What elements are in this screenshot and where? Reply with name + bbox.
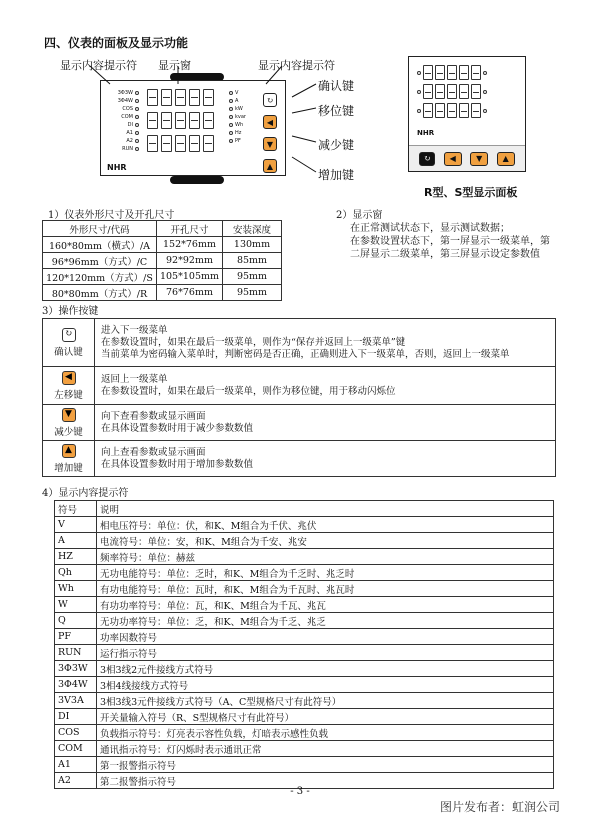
indicator-label-left: 显示内容提示符 (60, 59, 137, 72)
table-cell: 95mm (223, 269, 282, 285)
table-header: 安装深度 (223, 221, 282, 237)
page-number: - 3 - (290, 786, 310, 797)
rs-increase-button[interactable]: ▲ (497, 152, 515, 166)
indicator-text: kvar (235, 114, 246, 120)
section-title: 四、仪表的面板及显示功能 (44, 36, 189, 50)
table-row (55, 549, 554, 565)
confirm-icon: ↻ (62, 328, 76, 342)
description-cell: 无功电能符号：单位：乏时，和K、M组合为千乏时、兆乏时 (97, 565, 554, 581)
digit-segment (447, 65, 457, 80)
symbol-cell: 3V3A (55, 693, 97, 709)
digit-segment (423, 103, 433, 118)
key-name: 左移键 (54, 389, 83, 401)
description-cell: 有功电能符号：单位：瓦时，和K、M组合为千瓦时、兆瓦时 (97, 581, 554, 597)
digit-segment (435, 84, 445, 99)
decrease-button[interactable]: ▼ (263, 137, 277, 151)
table-row (55, 597, 554, 613)
down-arrow-icon: ▼ (62, 408, 76, 422)
indicator-text: RUN (122, 146, 133, 152)
description-cell: 无功功率符号：单位：乏，和K、M组合为千乏、兆乏 (97, 613, 554, 629)
description-cell: 3相3线3元件接线方式符号（A、C型规格尺寸有此符号） (97, 693, 554, 709)
shift-key-label: 移位键 (318, 104, 355, 118)
dims-table (42, 220, 282, 301)
indicator-text: PF (235, 138, 241, 144)
publisher-watermark: 图片发布者：虹润公司 (440, 800, 561, 814)
desc-line: 当前菜单为密码输入菜单时，判断密码是否正确，正确则进入下一级菜单，否则，返回上一级菜单 (101, 348, 510, 360)
key-cell (43, 405, 95, 441)
confirm-key-label: 确认键 (318, 79, 355, 93)
table-cell: 160*80mm（横式）/A (43, 237, 157, 253)
table-row (55, 757, 554, 773)
table-row (43, 237, 282, 253)
symbol-cell: W (55, 597, 97, 613)
symbol-cell: Q (55, 613, 97, 629)
indicator-text: Hz (235, 130, 242, 136)
symbol-cell: 3Φ4W (55, 677, 97, 693)
rs-panel-caption: R型、S型显示面板 (424, 186, 518, 199)
desc-line: 返回上一级菜单 (101, 373, 168, 385)
symbol-cell: PF (55, 629, 97, 645)
left-arrow-icon: ◀ (62, 371, 76, 385)
table-cell: 92*92mm (157, 253, 223, 269)
indicator-text: A1 (126, 130, 133, 136)
decrease-key-label: 减少键 (318, 138, 355, 152)
table-row (55, 645, 554, 661)
increase-key-label: 增加键 (318, 168, 355, 182)
description-cell: 通讯指示符号：灯闪烁时表示通讯正常 (97, 741, 554, 757)
indicator-label-right: 显示内容提示符 (258, 59, 335, 72)
description-cell: 功率因数符号 (97, 629, 554, 645)
up-arrow-icon: ▲ (62, 444, 76, 458)
table-header: 外形尺寸/代码 (43, 221, 157, 237)
symbol-cell: COM (55, 741, 97, 757)
indicator-text: Wh (235, 122, 244, 128)
symbol-cell: DI (55, 709, 97, 725)
shift-button[interactable]: ◀ (263, 115, 277, 129)
digit-segment (459, 84, 469, 99)
table-cell: 76*76mm (157, 285, 223, 301)
description-cell: 相电压符号：单位：伏，和K、M组合为千伏、兆伏 (97, 517, 554, 533)
table-cell: 96*96mm（方式）/C (43, 253, 157, 269)
digit-segment (471, 103, 481, 118)
key-cell (43, 441, 95, 477)
description-cell: 第一报警指示符号 (97, 757, 554, 773)
dims-title: 1）仪表外形尺寸及开孔尺寸 (48, 210, 175, 221)
table-row (55, 725, 554, 741)
table-row (43, 253, 282, 269)
indicator-text: 3Φ3W (117, 90, 133, 96)
symbol-cell: V (55, 517, 97, 533)
digit-segment (435, 65, 445, 80)
table-row (55, 613, 554, 629)
description-cell: 频率符号：单位：赫兹 (97, 549, 554, 565)
brand-logo: NHR (107, 163, 127, 172)
key-description (95, 367, 556, 405)
table-row (43, 269, 282, 285)
confirm-button[interactable]: ↻ (263, 93, 277, 107)
table-row (55, 693, 554, 709)
digit-segment (423, 84, 433, 99)
description-cell: 开关量输入符号（R、S型规格尺寸有此符号） (97, 709, 554, 725)
description-cell: 3相4线接线方式符号 (97, 677, 554, 693)
digit-segment (435, 103, 445, 118)
table-cell: 152*76mm (157, 237, 223, 253)
symbol-cell: Wh (55, 581, 97, 597)
indicators-body (55, 501, 554, 789)
table-header: 说明 (97, 501, 554, 517)
description-cell: 运行指示符号 (97, 645, 554, 661)
digit-segment (459, 103, 469, 118)
rs-brand-logo: NHR (417, 129, 435, 137)
rs-digit-display (417, 65, 487, 118)
desc-line: 在具体设置参数时用于增加参数数值 (101, 458, 254, 470)
digit-segment (459, 65, 469, 80)
table-row (43, 285, 282, 301)
table-row (55, 581, 554, 597)
table-row (55, 661, 554, 677)
display-description (350, 222, 550, 261)
symbol-cell: 3Φ3W (55, 661, 97, 677)
display-line: 二屏显示二级菜单，第三屏显示设定参数值 (350, 249, 540, 260)
key-description (95, 441, 556, 477)
symbol-cell: Qh (55, 565, 97, 581)
rs-decrease-button[interactable]: ▼ (470, 152, 488, 166)
desc-line: 在具体设置参数时用于减少参数数值 (101, 422, 254, 434)
indicators-title: 4）显示内容提示符 (42, 488, 129, 499)
table-row (55, 565, 554, 581)
key-description (95, 319, 556, 367)
table-row (55, 533, 554, 549)
indicators-table (54, 500, 554, 789)
table-header-row (43, 221, 282, 237)
desc-line: 在参数设置时，如果在最后一级菜单，则作为“保存并返回上一级菜单”键 (101, 336, 406, 348)
desc-line: 在参数设置时，如果在最后一级菜单，则作为移位键，用于移动闪烁位 (101, 385, 396, 397)
desc-line: 进入下一级菜单 (101, 324, 168, 336)
display-line: 在参数设置状态下，第一屏显示一级菜单，第 (350, 236, 550, 247)
rs-shift-button[interactable]: ◀ (444, 152, 462, 166)
table-row (55, 629, 554, 645)
indicator-text: A (235, 98, 239, 104)
desc-line: 向上查看参数或显示画面 (101, 446, 206, 458)
symbol-cell: COS (55, 725, 97, 741)
key-name: 确认键 (54, 346, 83, 358)
table-row (43, 441, 556, 477)
rs-panel (408, 56, 526, 172)
table-row (43, 405, 556, 441)
description-cell: 电流符号：单位：安，和K、M组合为千安、兆安 (97, 533, 554, 549)
display-window-label: 显示窗 (158, 59, 191, 72)
table-cell: 95mm (223, 285, 282, 301)
table-cell: 80*80mm（方式）/R (43, 285, 157, 301)
table-cell: 130mm (223, 237, 282, 253)
desc-line: 向下查看参数或显示画面 (101, 410, 206, 422)
keys-table (42, 318, 556, 477)
digit-segment (471, 65, 481, 80)
description-cell: 3相3线2元件接线方式符号 (97, 661, 554, 677)
key-name: 减少键 (54, 426, 83, 438)
digit-segment (447, 103, 457, 118)
indicator-text: DI (127, 122, 133, 128)
symbol-cell: A (55, 533, 97, 549)
table-cell: 120*120mm（方式）/S (43, 269, 157, 285)
table-row (55, 677, 554, 693)
table-cell: 105*105mm (157, 269, 223, 285)
display-title: 2）显示窗 (336, 210, 383, 221)
rs-button-bar (409, 145, 525, 171)
key-cell (43, 319, 95, 367)
table-header: 开孔尺寸 (157, 221, 223, 237)
description-cell: 负载指示符号：灯亮表示容性负载，灯暗表示感性负载 (97, 725, 554, 741)
digit-segment (471, 84, 481, 99)
table-row (55, 709, 554, 725)
indicator-text: V (235, 90, 239, 96)
indicator-text: COS (122, 106, 133, 112)
table-row (55, 517, 554, 533)
description-cell: 有功功率符号：单位：瓦，和K、M组合为千瓦、兆瓦 (97, 597, 554, 613)
increase-button[interactable]: ▲ (263, 159, 277, 173)
description-cell: 第二报警指示符号 (97, 773, 554, 789)
table-header: 符号 (55, 501, 97, 517)
symbol-cell: HZ (55, 549, 97, 565)
display-line: 在正常测试状态下，显示测试数据； (350, 223, 510, 234)
indicator-text: kW (235, 106, 243, 112)
table-cell: 85mm (223, 253, 282, 269)
keys-title: 3）操作按键 (42, 306, 99, 317)
digit-segment (447, 84, 457, 99)
indicator-text: A2 (126, 138, 133, 144)
indicator-text: 3Φ4W (117, 98, 133, 104)
table-row (43, 367, 556, 405)
digit-segment (423, 65, 433, 80)
key-description (95, 405, 556, 441)
rs-confirm-button[interactable]: ↻ (419, 152, 435, 166)
indicator-text: COM (121, 114, 133, 120)
key-cell (43, 367, 95, 405)
symbol-cell: A2 (55, 773, 97, 789)
symbol-cell: RUN (55, 645, 97, 661)
key-name: 增加键 (54, 462, 83, 474)
table-row (43, 319, 556, 367)
table-row (55, 741, 554, 757)
table-header-row (55, 501, 554, 517)
symbol-cell: A1 (55, 757, 97, 773)
